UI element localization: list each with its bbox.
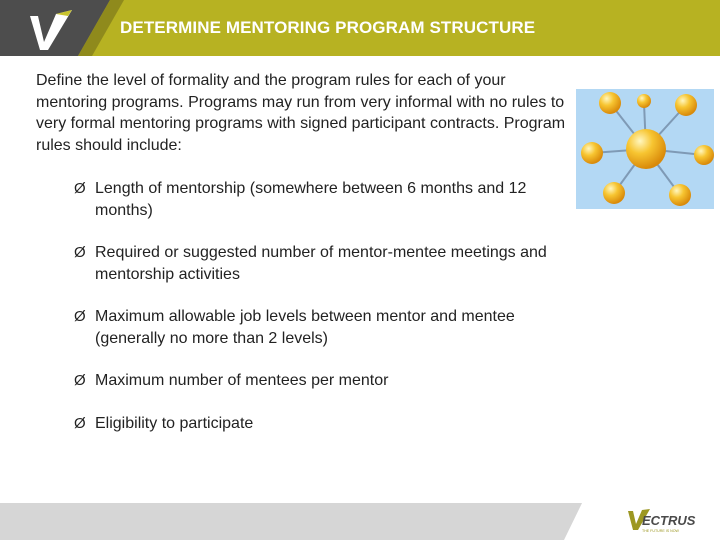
list-item [74, 413, 574, 435]
list-item-text: Length of mentorship (somewhere between 6 months and 12 months) [95, 180, 527, 219]
list-item [74, 306, 574, 349]
list-item-text: Maximum number of mentees per mentor [95, 372, 389, 389]
arrow-bullet-icon: Ø [74, 414, 86, 432]
network-diagram-icon [576, 89, 714, 209]
list-item [74, 242, 574, 285]
arrow-bullet-icon: Ø [74, 308, 86, 325]
list-item-text: Required or suggested number of mentor-mentee meetings and mentorship activities [95, 244, 547, 283]
page-title: DETERMINE MENTORING PROGRAM STRUCTURE [120, 18, 536, 37]
intro-paragraph: Define the level of formality and the program rules for each of your mentoring programs. Programs may run from very informal with no rules to very formal mentoring programs with signed participant contracts. Program rules should include: [36, 72, 566, 154]
list-item-text: Maximum allowable job levels between mentor and mentee (generally no more than 2 levels) [95, 308, 515, 347]
svg-text:THE FUTURE IS NOW: THE FUTURE IS NOW [642, 529, 679, 533]
vectrus-logo [628, 508, 708, 534]
list-item [74, 370, 574, 392]
list-item [74, 178, 574, 221]
list-item-text: Eligibility to participate [95, 414, 254, 432]
svg-text:ECTRUS: ECTRUS [642, 513, 696, 528]
arrow-bullet-icon: Ø [74, 180, 86, 197]
vectrus-v-logo-icon [28, 6, 78, 52]
arrow-bullet-icon: Ø [74, 372, 86, 389]
program-rules-list [74, 178, 574, 455]
arrow-bullet-icon: Ø [74, 244, 86, 261]
